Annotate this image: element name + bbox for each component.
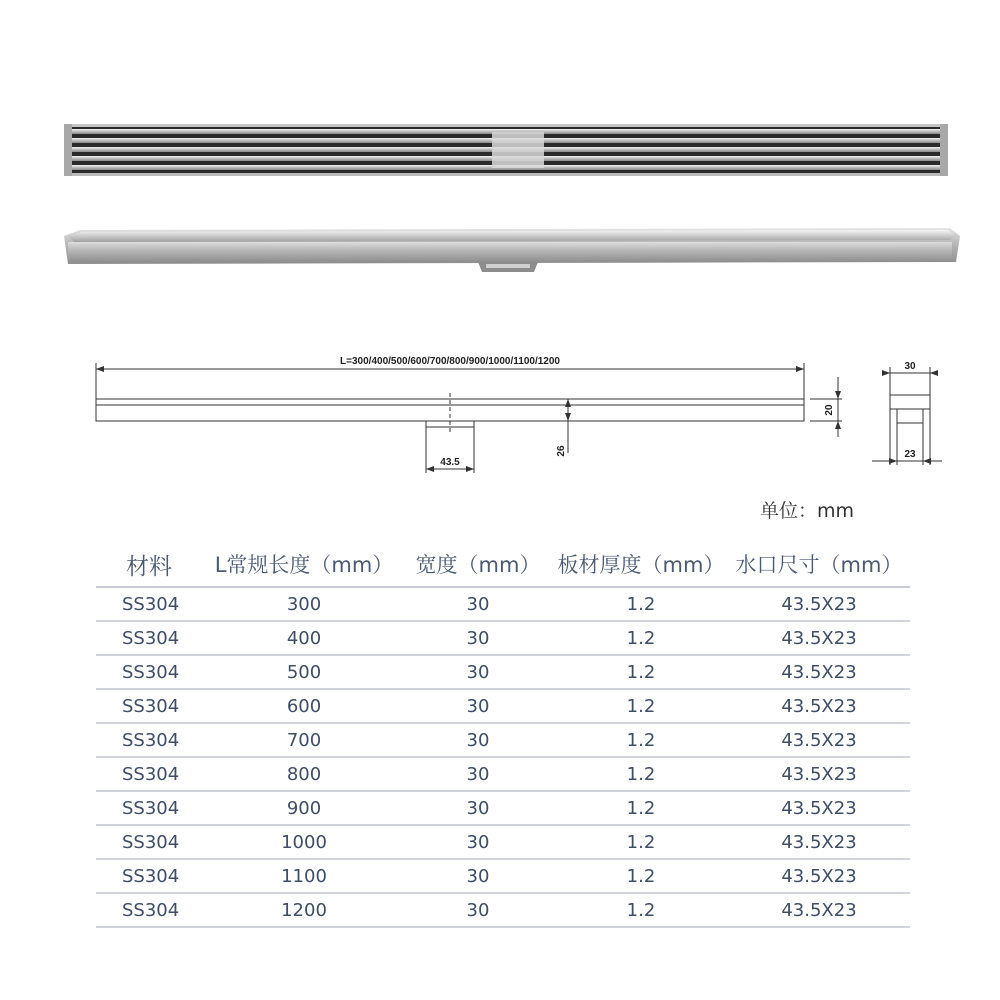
cell-width: 30 bbox=[402, 621, 554, 655]
cell-material: SS304 bbox=[96, 587, 206, 621]
cell-width: 30 bbox=[402, 723, 554, 757]
cell-length: 500 bbox=[206, 655, 402, 689]
cell-outlet: 43.5X23 bbox=[728, 893, 910, 927]
cell-width: 30 bbox=[402, 859, 554, 893]
cell-material: SS304 bbox=[96, 655, 206, 689]
cell-outlet: 43.5X23 bbox=[728, 859, 910, 893]
cell-length: 400 bbox=[206, 621, 402, 655]
outlet-depth-dimension-label: 26 bbox=[556, 445, 567, 457]
cell-outlet: 43.5X23 bbox=[728, 757, 910, 791]
table-header-row bbox=[96, 542, 910, 587]
table-row bbox=[96, 723, 910, 757]
grate-top-view-image bbox=[64, 124, 948, 176]
cell-width: 30 bbox=[402, 689, 554, 723]
cell-thickness: 1.2 bbox=[554, 723, 728, 757]
cell-thickness: 1.2 bbox=[554, 621, 728, 655]
cell-length: 1200 bbox=[206, 893, 402, 927]
cell-outlet: 43.5X23 bbox=[728, 791, 910, 825]
cell-thickness: 1.2 bbox=[554, 757, 728, 791]
unit-label: 单位：mm bbox=[760, 500, 855, 522]
table-row bbox=[96, 689, 910, 723]
cell-material: SS304 bbox=[96, 859, 206, 893]
cell-material: SS304 bbox=[96, 723, 206, 757]
header-length: L常规长度（mm） bbox=[206, 542, 402, 587]
cell-width: 30 bbox=[402, 655, 554, 689]
table-row bbox=[96, 825, 910, 859]
cell-length: 1000 bbox=[206, 825, 402, 859]
table-row bbox=[96, 859, 910, 893]
cell-width: 30 bbox=[402, 825, 554, 859]
cell-outlet: 43.5X23 bbox=[728, 825, 910, 859]
outlet-section-dimension-label: 23 bbox=[904, 449, 916, 460]
cell-thickness: 1.2 bbox=[554, 655, 728, 689]
outlet-width-dimension-label: 43.5 bbox=[440, 457, 460, 468]
cell-material: SS304 bbox=[96, 825, 206, 859]
cell-length: 700 bbox=[206, 723, 402, 757]
cell-thickness: 1.2 bbox=[554, 825, 728, 859]
header-material: 材料 bbox=[96, 542, 206, 587]
cell-outlet: 43.5X23 bbox=[728, 723, 910, 757]
cell-material: SS304 bbox=[96, 757, 206, 791]
cell-width: 30 bbox=[402, 893, 554, 927]
cell-outlet: 43.5X23 bbox=[728, 655, 910, 689]
length-dimension-label: L=300/400/500/600/700/800/900/1000/1100/1200 bbox=[340, 356, 560, 367]
drain-side-view-image bbox=[60, 222, 960, 276]
cell-thickness: 1.2 bbox=[554, 791, 728, 825]
cell-width: 30 bbox=[402, 587, 554, 621]
height-dimension-label: 20 bbox=[824, 404, 835, 416]
cell-material: SS304 bbox=[96, 621, 206, 655]
cell-thickness: 1.2 bbox=[554, 859, 728, 893]
table-row bbox=[96, 621, 910, 655]
table-row bbox=[96, 587, 910, 621]
cell-outlet: 43.5X23 bbox=[728, 587, 910, 621]
cell-length: 900 bbox=[206, 791, 402, 825]
table-row bbox=[96, 791, 910, 825]
cell-width: 30 bbox=[402, 757, 554, 791]
cell-material: SS304 bbox=[96, 689, 206, 723]
top-width-dimension-label: 30 bbox=[904, 361, 916, 372]
dimension-drawing bbox=[80, 345, 960, 480]
table-row bbox=[96, 757, 910, 791]
cell-width: 30 bbox=[402, 791, 554, 825]
cell-length: 300 bbox=[206, 587, 402, 621]
table-row bbox=[96, 655, 910, 689]
cell-length: 1100 bbox=[206, 859, 402, 893]
header-width: 宽度（mm） bbox=[402, 542, 554, 587]
cell-outlet: 43.5X23 bbox=[728, 621, 910, 655]
header-thickness: 板材厚度（mm） bbox=[554, 542, 728, 587]
cell-length: 600 bbox=[206, 689, 402, 723]
table-row bbox=[96, 893, 910, 927]
cell-thickness: 1.2 bbox=[554, 587, 728, 621]
cell-thickness: 1.2 bbox=[554, 689, 728, 723]
spec-table bbox=[96, 542, 910, 928]
cell-length: 800 bbox=[206, 757, 402, 791]
cell-material: SS304 bbox=[96, 791, 206, 825]
cell-thickness: 1.2 bbox=[554, 893, 728, 927]
cell-outlet: 43.5X23 bbox=[728, 689, 910, 723]
cell-material: SS304 bbox=[96, 893, 206, 927]
header-outlet: 水口尺寸（mm） bbox=[728, 542, 910, 587]
